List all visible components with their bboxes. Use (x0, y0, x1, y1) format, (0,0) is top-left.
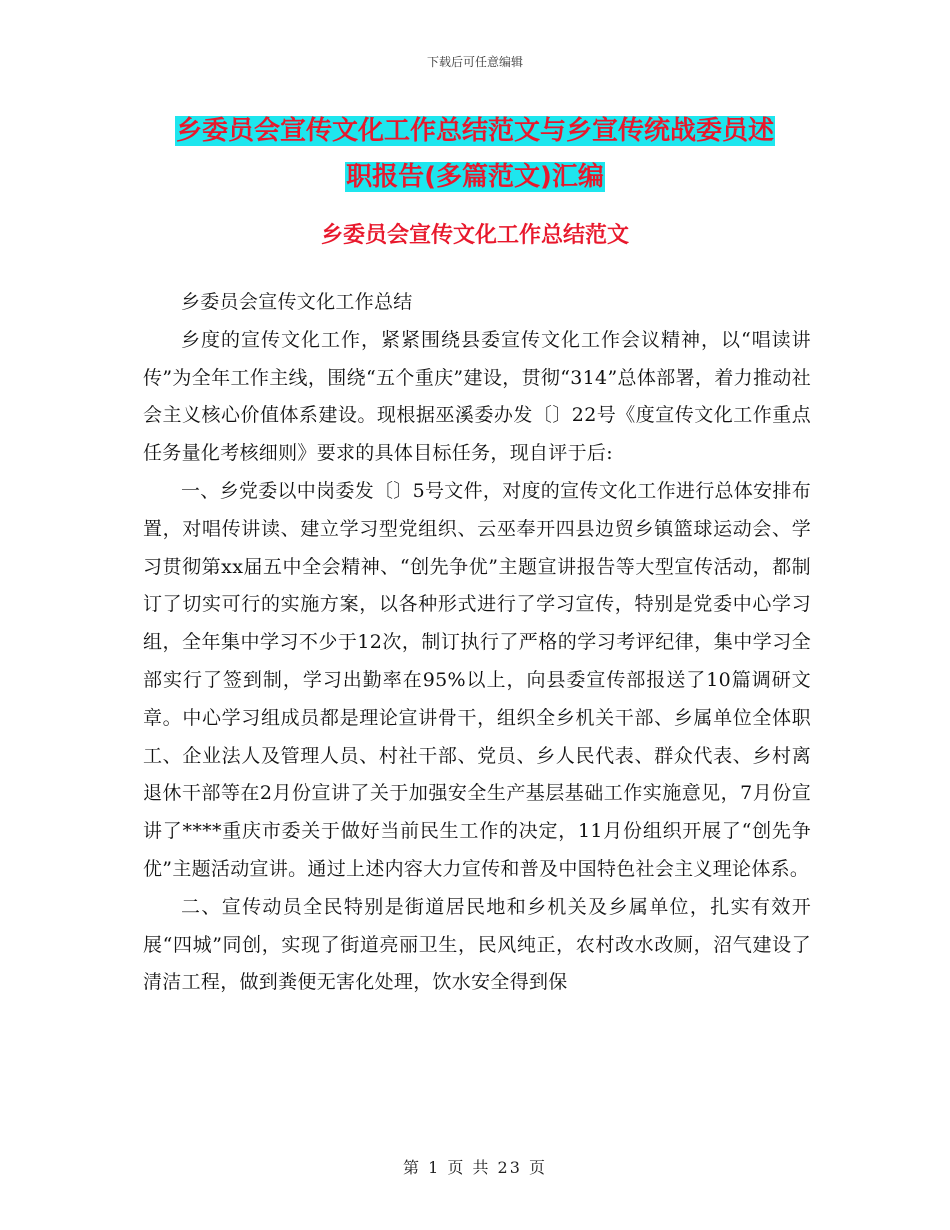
section-title: 乡委员会宣传文化工作总结范文 (320, 223, 629, 248)
header-note: 下载后可任意编辑 (426, 55, 523, 69)
paragraph: 一、乡党委以中岗委发〔〕5号文件，对度的宣传文化工作进行总体安排布置，对唱传讲读、建立学习型党组织、云巫奉开四县边贸乡镇篮球运动会、学习贯彻第xx届五中全会精神、“创先争优”主题宣讲报告等大型宣传活动，都制订了切实可行的实施方案，以各种形式进行了学习宣传，特别是党委中心学习组，全年集中学习不少于12次，制订执行了严格的学习考评纪律，集中学习全部实行了签到制，学习出勤率在95%以上，向县委宣传部报送了10篇调研文章。中心学习组成员都是理论宣讲骨干，组织全乡机关干部、乡属单位全体职工、企业法人及管理人员、村社干部、党员、乡人民代表、群众代表、乡村离退休干部等在2月份宣讲了关于加强安全生产基层基础工作实施意见，7月份宣讲了****重庆市委关于做好当前民生工作的决定，11月份组织开展了“创先争优”主题活动宣讲。通过上述内容大力宣传和普及中国特色社会主义理论体系。 (143, 479, 811, 880)
title-line-1: 乡委员会宣传文化工作总结范文与乡宣传统战委员述 (175, 116, 774, 146)
paragraph: 乡度的宣传文化工作，紧紧围绕县委宣传文化工作会议精神，以“唱读讲传”为全年工作主线，围绕“五个重庆”建设，贯彻“314”总体部署，着力推动社会主义核心价值体系建设。现根据巫溪委办发〔〕22号《度宣传文化工作重点任务量化考核细则》要求的具体目标任务，现自评于后: (143, 328, 811, 465)
title-line-2: 职报告(多篇范文)汇编 (346, 162, 604, 192)
paragraph: 乡委员会宣传文化工作总结 (181, 291, 413, 313)
document-title (150, 108, 800, 200)
paragraph: 二、宣传动员全民特别是街道居民地和乡机关及乡属单位，扎实有效开展“四城”同创，实现了街道亮丽卫生，民风纯正，农村改水改厕，沼气建设了清洁工程，做到粪便无害化处理，饮水安全得到保 (143, 895, 811, 994)
document-body (143, 284, 811, 1002)
page-number: 第 1 页 共 23 页 (403, 1158, 547, 1177)
